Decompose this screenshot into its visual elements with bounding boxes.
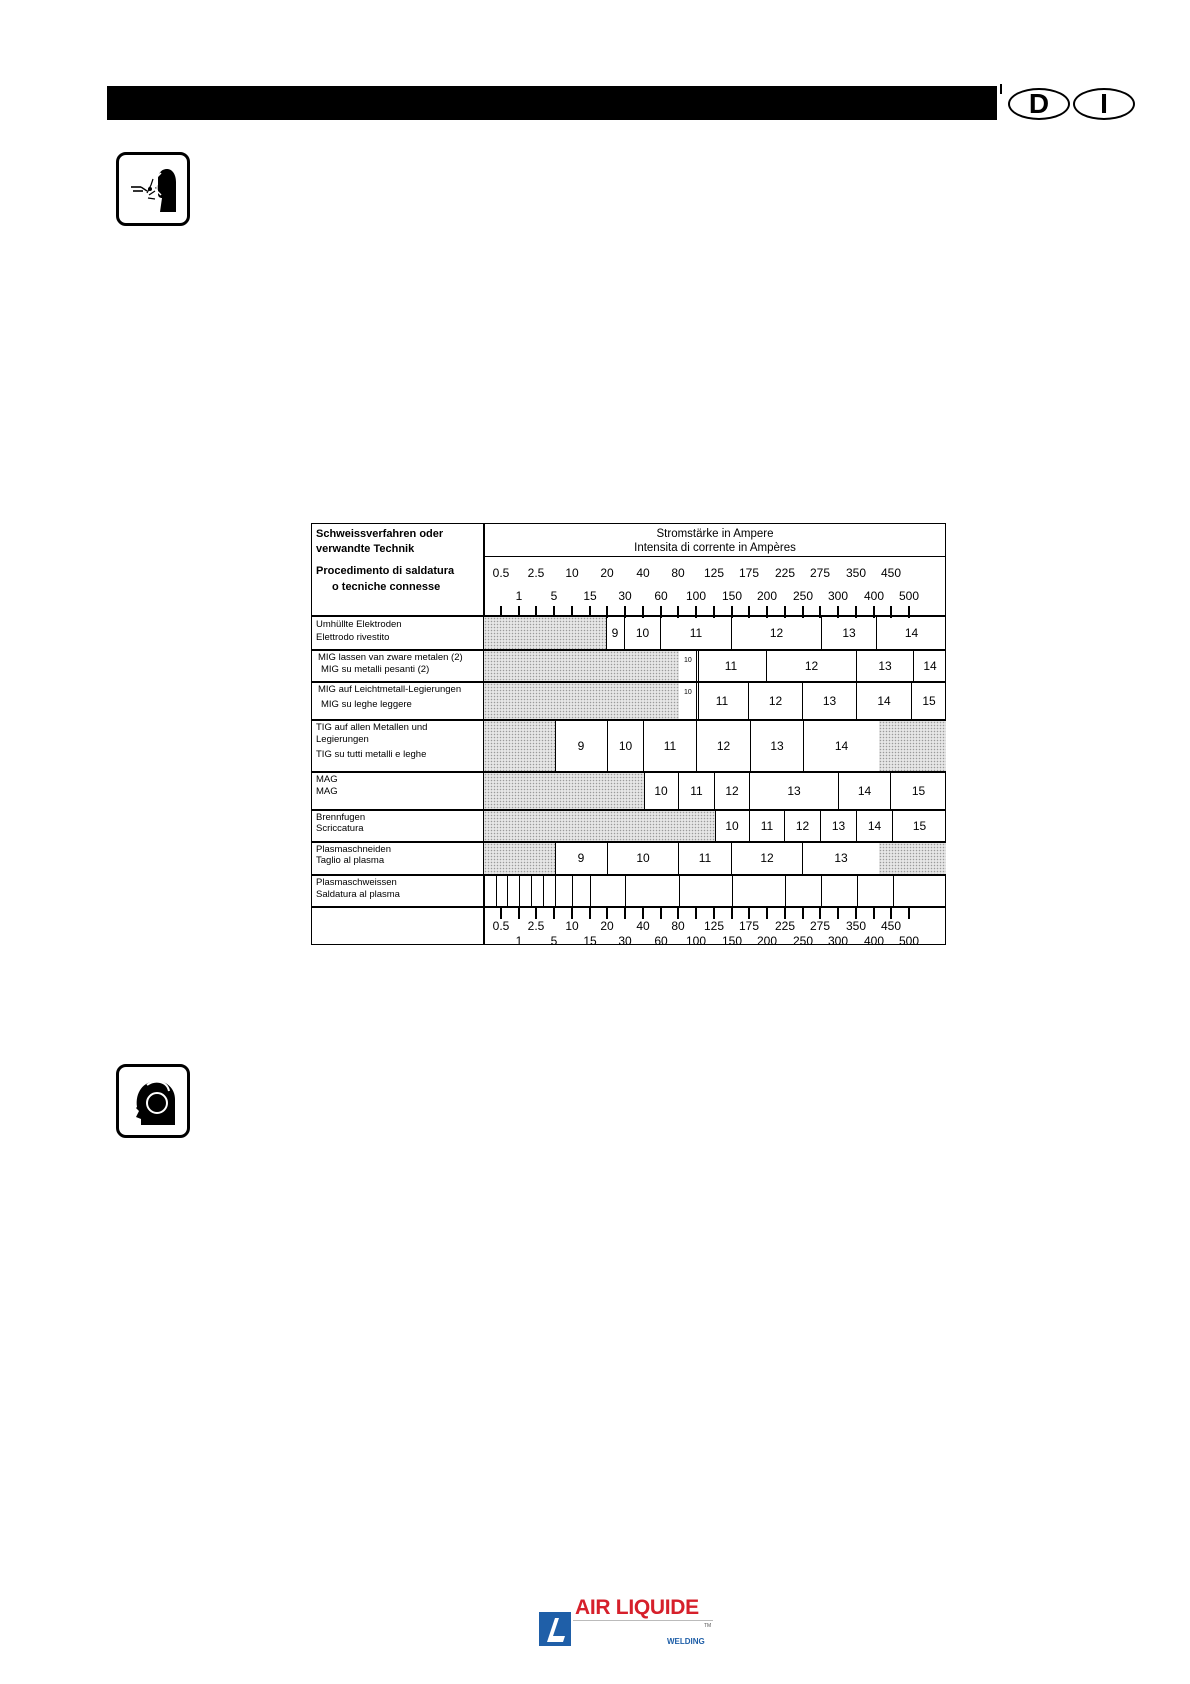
row-label: MIG auf Leichtmetall-Legierungen <box>318 684 462 695</box>
shade-number-cell: 9 <box>606 617 625 649</box>
scale-bottom-upper-label: 2.5 <box>527 919 545 933</box>
scale-top-lower-label: 15 <box>583 589 597 603</box>
plasma-range-line <box>572 876 573 906</box>
logo-name: AIR LIQUIDE <box>575 1596 699 1619</box>
shaded-region <box>484 721 555 771</box>
scale-bottom-lower-label: 15 <box>583 934 597 948</box>
plasma-range-line <box>857 876 858 906</box>
shade-number-cell: 9 <box>555 843 608 874</box>
shade-number-cell: 12 <box>732 617 822 649</box>
shade-number-cell: 12 <box>785 811 821 841</box>
language-badge-d: D <box>1008 88 1070 120</box>
scale-bottom-lower-label: 30 <box>618 934 632 948</box>
row-label: Plasmaschweissen <box>316 877 397 888</box>
shade-number-cell: 14 <box>857 811 893 841</box>
scale-bottom-tick <box>837 908 839 919</box>
ear-protection-icon <box>116 1064 190 1138</box>
shade-number-cell: 9 <box>555 721 608 771</box>
row-label: MIG su leghe leggere <box>321 699 412 710</box>
shade-number-cell: 12 <box>732 843 803 874</box>
scale-bottom-tick <box>766 908 768 919</box>
shade-number-cell: 11 <box>661 617 732 649</box>
shaded-region <box>484 617 606 649</box>
row-label: MAG <box>316 774 338 785</box>
scale-bottom-upper-label: 450 <box>880 919 902 933</box>
scale-top-upper-label: 40 <box>636 566 650 580</box>
shade-number-cell: 13 <box>750 773 839 809</box>
scale-top-upper-label: 450 <box>880 566 902 580</box>
scale-top-upper-label: 225 <box>774 566 796 580</box>
shade-number-cell: 15 <box>922 694 936 708</box>
header-divider <box>484 556 945 557</box>
plasma-range-line <box>732 876 733 906</box>
scale-bottom-tick <box>535 908 537 919</box>
scale-bottom-tick <box>802 908 804 919</box>
cell-divider <box>555 721 556 771</box>
row-label: MIG lassen van zware metalen (2) <box>318 652 463 663</box>
logo-emblem <box>539 1612 571 1646</box>
scale-top-lower-label: 300 <box>827 589 849 603</box>
scale-bottom-lower-label: 60 <box>654 934 668 948</box>
shade-number-cell: 10 <box>608 721 644 771</box>
scale-top-lower-label: 500 <box>898 589 920 603</box>
scale-bottom-upper-label: 350 <box>845 919 867 933</box>
row-divider <box>312 906 945 908</box>
plasma-range-line <box>543 876 544 906</box>
scale-bottom-upper-label: 80 <box>671 919 685 933</box>
scale-top-lower-label: 200 <box>756 589 778 603</box>
cell-divider <box>696 683 697 719</box>
scale-top-lower-label: 60 <box>654 589 668 603</box>
scale-top-lower-label: 400 <box>863 589 885 603</box>
scale-bottom-tick <box>908 908 910 919</box>
plasma-range-line <box>821 876 822 906</box>
scale-top-lower-label: 250 <box>792 589 814 603</box>
plasma-range-line <box>496 876 497 906</box>
row-divider <box>312 874 945 876</box>
cell-divider <box>555 843 556 874</box>
scale-top-upper-label: 275 <box>809 566 831 580</box>
small-shade-label: 10 <box>684 657 692 664</box>
row-label: Taglio al plasma <box>316 855 385 866</box>
shade-number-cell: 12 <box>715 773 750 809</box>
scale-bottom-tick <box>695 908 697 919</box>
plasma-range-line <box>507 876 508 906</box>
row-label: MAG <box>316 786 338 797</box>
header-bar-tick <box>1000 84 1002 94</box>
plasma-range-line <box>531 876 532 906</box>
header-left-line-1: Schweissverfahren oder <box>316 528 444 540</box>
plasma-range-line <box>785 876 786 906</box>
shade-number-cell: 14 <box>904 626 919 640</box>
row-label: Saldatura al plasma <box>316 889 400 900</box>
scale-bottom-lower-label: 100 <box>685 934 707 948</box>
shade-number-cell: 13 <box>822 617 877 649</box>
header-left-line-4: o tecniche connesse <box>332 581 441 593</box>
scale-top-upper-label: 80 <box>671 566 685 580</box>
scale-bottom-tick <box>748 908 750 919</box>
shade-number-cell: 13 <box>857 651 914 681</box>
scale-bottom-tick <box>500 908 502 919</box>
scale-bottom-tick <box>731 908 733 919</box>
header-left-line-2: verwandte Technik <box>316 543 415 555</box>
logo-sub: WELDING <box>667 1637 705 1646</box>
scale-bottom-tick <box>855 908 857 919</box>
plasma-range-line <box>893 876 894 906</box>
plasma-range-line <box>519 876 520 906</box>
shaded-region <box>484 651 679 681</box>
scale-bottom-tick <box>642 908 644 919</box>
small-shade-label: 10 <box>684 689 692 696</box>
scale-bottom-lower-label: 1 <box>515 934 523 948</box>
shade-number-cell: 11 <box>750 811 785 841</box>
shade-number-cell: 11 <box>644 721 697 771</box>
scale-bottom-upper-label: 175 <box>738 919 760 933</box>
cell-divider <box>644 773 645 809</box>
header-right-line-2: Intensita di corrente in Ampères <box>634 542 796 554</box>
row-label: Plasmaschneiden <box>316 844 391 855</box>
scale-bottom-lower-label: 5 <box>550 934 558 948</box>
shade-number-cell: 13 <box>821 811 857 841</box>
shade-number-cell: 11 <box>679 773 715 809</box>
scale-bottom-upper-label: 275 <box>809 919 831 933</box>
scale-bottom-tick <box>784 908 786 919</box>
plasma-range-line <box>625 876 626 906</box>
header-bar <box>107 86 997 120</box>
scale-bottom-upper-label: 20 <box>600 919 614 933</box>
scale-bottom-tick <box>518 908 520 919</box>
shade-number-cell: 12 <box>767 651 857 681</box>
scale-bottom-lower-label: 400 <box>863 934 885 948</box>
logo-underline <box>573 1620 713 1621</box>
shaded-region <box>879 843 946 874</box>
scale-bottom-lower-label: 300 <box>827 934 849 948</box>
shade-number-cell: 13 <box>803 683 857 719</box>
scale-bottom-tick <box>819 908 821 919</box>
scale-bottom-tick <box>589 908 591 919</box>
shade-number-cell: 14 <box>834 739 849 753</box>
scale-top-upper-label: 10 <box>565 566 579 580</box>
row-label: Scriccatura <box>316 823 364 834</box>
air-liquide-logo <box>537 1590 717 1652</box>
row-label: Elettrodo rivestito <box>316 632 390 643</box>
scale-bottom-lower-label: 200 <box>756 934 778 948</box>
shade-number-cell: 10 <box>715 811 750 841</box>
scale-bottom-tick <box>553 908 555 919</box>
scale-bottom-lower-label: 250 <box>792 934 814 948</box>
scale-bottom-tick <box>606 908 608 919</box>
shaded-region <box>484 811 715 841</box>
row-label: Legierungen <box>316 734 369 745</box>
shade-number-cell: 10 <box>625 617 661 649</box>
shaded-region <box>484 683 679 719</box>
scale-bottom-tick <box>571 908 573 919</box>
scale-bottom-upper-label: 10 <box>565 919 579 933</box>
scale-bottom-tick <box>624 908 626 919</box>
logo-tm: TM <box>704 1623 712 1629</box>
row-label: TIG auf allen Metallen und <box>316 722 428 733</box>
scale-top-lower-label: 100 <box>685 589 707 603</box>
scale-top-lower-label: 5 <box>550 589 558 603</box>
row-label: Brennfugen <box>316 812 366 823</box>
shade-number-cell: 14 <box>839 773 891 809</box>
shaded-region <box>484 773 644 809</box>
scale-top-lower-label: 30 <box>618 589 632 603</box>
scale-top-upper-label: 350 <box>845 566 867 580</box>
scale-bottom-upper-label: 0.5 <box>492 919 510 933</box>
scale-top-upper-label: 20 <box>600 566 614 580</box>
welding-face-shield-icon <box>116 152 190 226</box>
scale-top-upper-label: 125 <box>703 566 725 580</box>
shade-number-table <box>311 523 946 948</box>
shade-number-cell: 10 <box>644 773 679 809</box>
scale-top-lower-label: 1 <box>515 589 523 603</box>
shaded-region <box>484 843 555 874</box>
shade-number-cell: 12 <box>697 721 751 771</box>
shade-number-cell: 10 <box>608 843 679 874</box>
shade-number-cell: 13 <box>751 721 804 771</box>
scale-bottom-tick <box>660 908 662 919</box>
plasma-range-line <box>590 876 591 906</box>
shaded-region <box>879 721 946 771</box>
scale-bottom-lower-label: 500 <box>898 934 920 948</box>
scale-bottom-upper-label: 40 <box>636 919 650 933</box>
scale-top-upper-label: 2.5 <box>527 566 545 580</box>
header-right-line-1: Stromstärke in Ampere <box>656 528 774 540</box>
shade-number-cell: 15 <box>911 784 926 798</box>
shade-number-cell: 11 <box>679 843 732 874</box>
row-label: TIG su tutti metalli e leghe <box>316 749 427 760</box>
shade-number-cell: 14 <box>923 659 937 673</box>
scale-top-upper-label: 0.5 <box>492 566 510 580</box>
scale-bottom-tick <box>677 908 679 919</box>
language-badge-i: I <box>1073 88 1135 120</box>
plasma-range-line <box>679 876 680 906</box>
shade-number-cell: 14 <box>857 683 912 719</box>
scale-bottom-tick <box>713 908 715 919</box>
scale-bottom-upper-label: 225 <box>774 919 796 933</box>
cell-divider <box>606 617 607 649</box>
shade-number-cell: 11 <box>696 683 749 719</box>
shade-number-cell: 12 <box>749 683 803 719</box>
shade-number-cell: 15 <box>912 819 927 833</box>
plasma-range-line <box>555 876 556 906</box>
scale-top-lower-label: 150 <box>721 589 743 603</box>
scale-bottom-tick <box>873 908 875 919</box>
shade-number-cell: 13 <box>834 851 848 865</box>
cell-divider <box>715 811 716 841</box>
scale-bottom-tick <box>890 908 892 919</box>
scale-bottom-upper-label: 125 <box>703 919 725 933</box>
header-left-line-3: Procedimento di saldatura <box>316 565 455 577</box>
cell-divider <box>696 651 697 681</box>
shade-number-cell: 11 <box>696 651 767 681</box>
scale-top-upper-label: 175 <box>738 566 760 580</box>
scale-bottom-lower-label: 150 <box>721 934 743 948</box>
row-label: Umhüllte Elektroden <box>316 619 402 630</box>
row-label: MIG su metalli pesanti (2) <box>321 664 430 675</box>
